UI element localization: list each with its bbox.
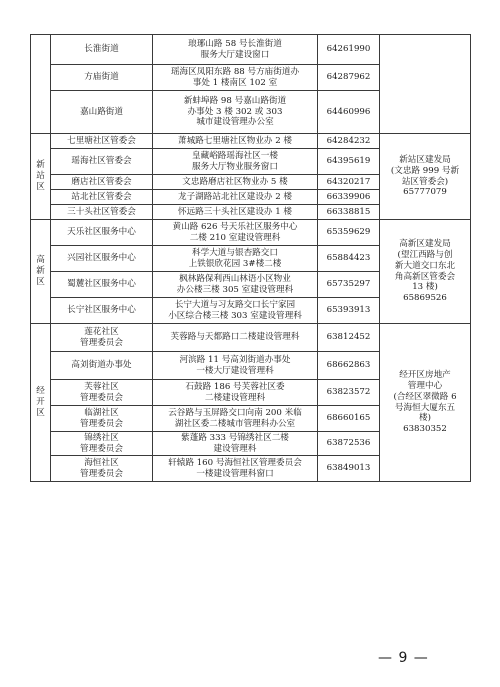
office-name [51,65,153,91]
district-office-phone: 65777079 [403,187,447,198]
district-char: 开 [36,397,45,408]
district-office [380,134,471,220]
office-address [153,220,318,246]
office-name-line: 天乐社区服务中心 [67,227,136,238]
phone-number: 64287962 [318,65,380,91]
office-name [51,91,153,134]
office-name-line: 站北社区管委会 [71,191,132,202]
office-address [153,205,318,220]
phone-number: 64284232 [318,134,380,149]
table-row [31,35,471,65]
phone-number: 64320217 [318,175,380,190]
table-row [31,134,471,149]
office-address-line: 小区综合楼三楼 303 室建设管理科 [168,310,302,321]
district-cell [31,134,51,220]
office-name-line: 方庙街道 [84,72,119,83]
office-address-line: 轩辕路 160 号海恒社区管理委员会 [168,457,302,468]
district-office [380,35,471,134]
phone-number: 63812452 [318,324,380,352]
office-address [153,352,318,380]
office-address-line: 二楼 210 室建设管理科 [189,232,281,243]
district-office-line: 角高新区管委会 [394,271,456,282]
district-cell [31,35,51,134]
office-address-line: 城市建设管理办公室 [196,117,274,128]
office-name-line: 高刘街道办事处 [71,360,132,371]
district-char: 新 [36,160,45,171]
office-address-line: 河滨路 11 号高刘街道办事处 [179,354,291,365]
office-name-line: 三十头社区管委会 [67,206,136,217]
district-char: 区 [36,407,45,418]
office-name-line: 管理委员会 [80,337,123,348]
office-name [51,324,153,352]
district-office-line: 13 楼) [412,282,438,293]
district-office [380,220,471,324]
district-office [380,324,471,482]
office-address [153,324,318,352]
office-address-line: 服务大厅建设窗口 [200,49,270,60]
office-address-line: 新蚌埠路 98 号嘉山路街道 [183,95,287,106]
district-office-line: (望江西路与创 [397,249,453,260]
office-name-line: 兴园社区服务中心 [67,253,136,264]
office-address-line: 上铁银欣花园 3#楼二楼 [188,258,282,269]
office-name-line: 管理委员会 [80,443,123,454]
office-address-line: 办事处 3 楼 302 或 303 [187,106,283,117]
office-name-line: 管理委员会 [80,418,123,429]
district-char: 区 [36,276,45,287]
office-address-line: 事处 1 楼南区 102 室 [192,77,278,88]
office-address-line: 枫林路保利西山林语小区物业 [179,273,291,284]
phone-number: 63849013 [318,456,380,482]
office-address [153,35,318,65]
office-name [51,380,153,406]
table-row [31,324,471,352]
phone-number: 68660165 [318,406,380,432]
table-row [31,220,471,246]
office-name [51,272,153,298]
office-name [51,456,153,482]
office-name-line: 海恒社区 [84,457,119,468]
district-office-line: 新站区建发局 [399,154,451,165]
district-office-line: 高新区建发局 [399,238,451,249]
office-name-line: 莲花社区 [84,326,119,337]
office-address-line: 云谷路与玉屏路交口向南 200 米临 [168,407,302,418]
office-address-line: 科学大道与银杏路交口 [192,247,278,258]
phone-number: 66339906 [318,190,380,205]
phone-number: 64261990 [318,35,380,65]
office-address [153,380,318,406]
office-name-line: 临湖社区 [84,407,119,418]
office-address [153,246,318,272]
office-name-line: 瑶海社区管委会 [71,156,132,167]
district-office-line: 楼) [419,413,431,424]
district-char: 经 [36,386,45,397]
office-address-line: 石鼓路 186 号芙蓉社区委 [185,381,285,392]
office-address-line: 二楼建设管理科 [204,392,266,403]
office-address-line: 一楼大厅建设管理科 [196,365,274,376]
office-name [51,149,153,175]
office-name [51,175,153,190]
office-name [51,220,153,246]
office-name-line: 芙蓉社区 [84,381,119,392]
page-number: — 9 — [378,650,429,666]
district-office-line: (文忠路 999 号新 [390,165,460,176]
district-char: 站 [36,171,45,182]
district-office-line: 新大道交口东北 [394,260,456,271]
office-address [153,175,318,190]
office-address [153,432,318,456]
phone-number: 63823572 [318,380,380,406]
office-address [153,65,318,91]
office-address [153,406,318,432]
office-name-line: 管理委员会 [80,468,123,479]
phone-number: 65393913 [318,298,380,324]
office-name [51,298,153,324]
office-name [51,432,153,456]
office-name [51,134,153,149]
district-cell [31,220,51,324]
office-address-line: 皇藏峪路瑶海社区一楼 [192,150,278,161]
office-name-line: 磨店社区管委会 [71,176,132,187]
office-name [51,35,153,65]
phone-number: 68662863 [318,352,380,380]
phone-number: 64460996 [318,91,380,134]
district-char: 区 [36,181,45,192]
phone-number: 65359629 [318,220,380,246]
office-name [51,190,153,205]
office-address [153,149,318,175]
office-address-line: 长宁大道与习友路交口长宁家园 [174,299,296,310]
office-address [153,298,318,324]
office-name [51,205,153,220]
phone-number: 65735297 [318,272,380,298]
district-cell [31,324,51,482]
office-address-line: 芙蓉路与天都路口二楼建设管理科 [170,332,300,343]
office-address-line: 建设管理科 [213,443,257,454]
phone-number: 64395619 [318,149,380,175]
office-address-line: 瑶海区凤阳东路 88 号方庙街道办 [170,66,300,77]
office-address [153,134,318,149]
office-name [51,406,153,432]
office-address-line: 服务大厅物业服务窗口 [192,161,278,172]
office-address [153,190,318,205]
office-directory-table [30,34,471,482]
office-address-line: 萧城路七里塘社区物业办 2 楼 [177,135,293,146]
district-office-phone: 63830352 [403,424,447,435]
district-char: 新 [36,266,45,277]
district-office-line: (合经区翠微路 6 [393,391,457,402]
office-address-line: 琅琊山路 58 号长淮街道 [188,38,282,49]
district-office-line: 站区管委会) [401,176,449,187]
office-address-line: 文忠路磨店社区物业办 5 楼 [182,176,288,187]
phone-number: 66338815 [318,205,380,220]
office-name-line: 蜀麓社区服务中心 [67,279,136,290]
phone-number: 63872536 [318,432,380,456]
office-name [51,352,153,380]
district-office-line: 管理中心 [407,380,443,391]
office-name-line: 七里塘社区管委会 [67,135,136,146]
office-name-line: 嘉山路街道 [80,106,123,117]
office-address-line: 怀远路三十头社区建设办 1 楼 [177,206,293,217]
office-address [153,91,318,134]
office-name-line: 长宁社区服务中心 [67,305,136,316]
office-name-line: 锦绣社区 [84,432,119,443]
phone-number: 65884423 [318,246,380,272]
office-address-line: 龙子湖路站北社区建设办 2 楼 [177,191,293,202]
office-name-line: 长淮街道 [84,44,119,55]
district-office-phone: 65869526 [403,293,447,304]
office-address [153,456,318,482]
office-address-line: 办公楼三楼 305 室建设管理科 [176,284,294,295]
office-address-line: 紫蓬路 333 号锦绣社区二楼 [181,432,289,443]
district-char: 高 [36,255,45,266]
office-address [153,272,318,298]
office-address-line: 湖社区委二楼城市管理科办公室 [174,418,296,429]
office-address-line: 黄山路 626 号天乐社区服务中心 [172,221,298,232]
office-name [51,246,153,272]
district-office-line: 经开区房地产 [399,369,451,380]
office-address-line: 一楼建设管理科窗口 [196,468,274,479]
office-name-line: 管理委员会 [80,392,123,403]
district-office-line: 号海恒大厦东五 [394,402,456,413]
